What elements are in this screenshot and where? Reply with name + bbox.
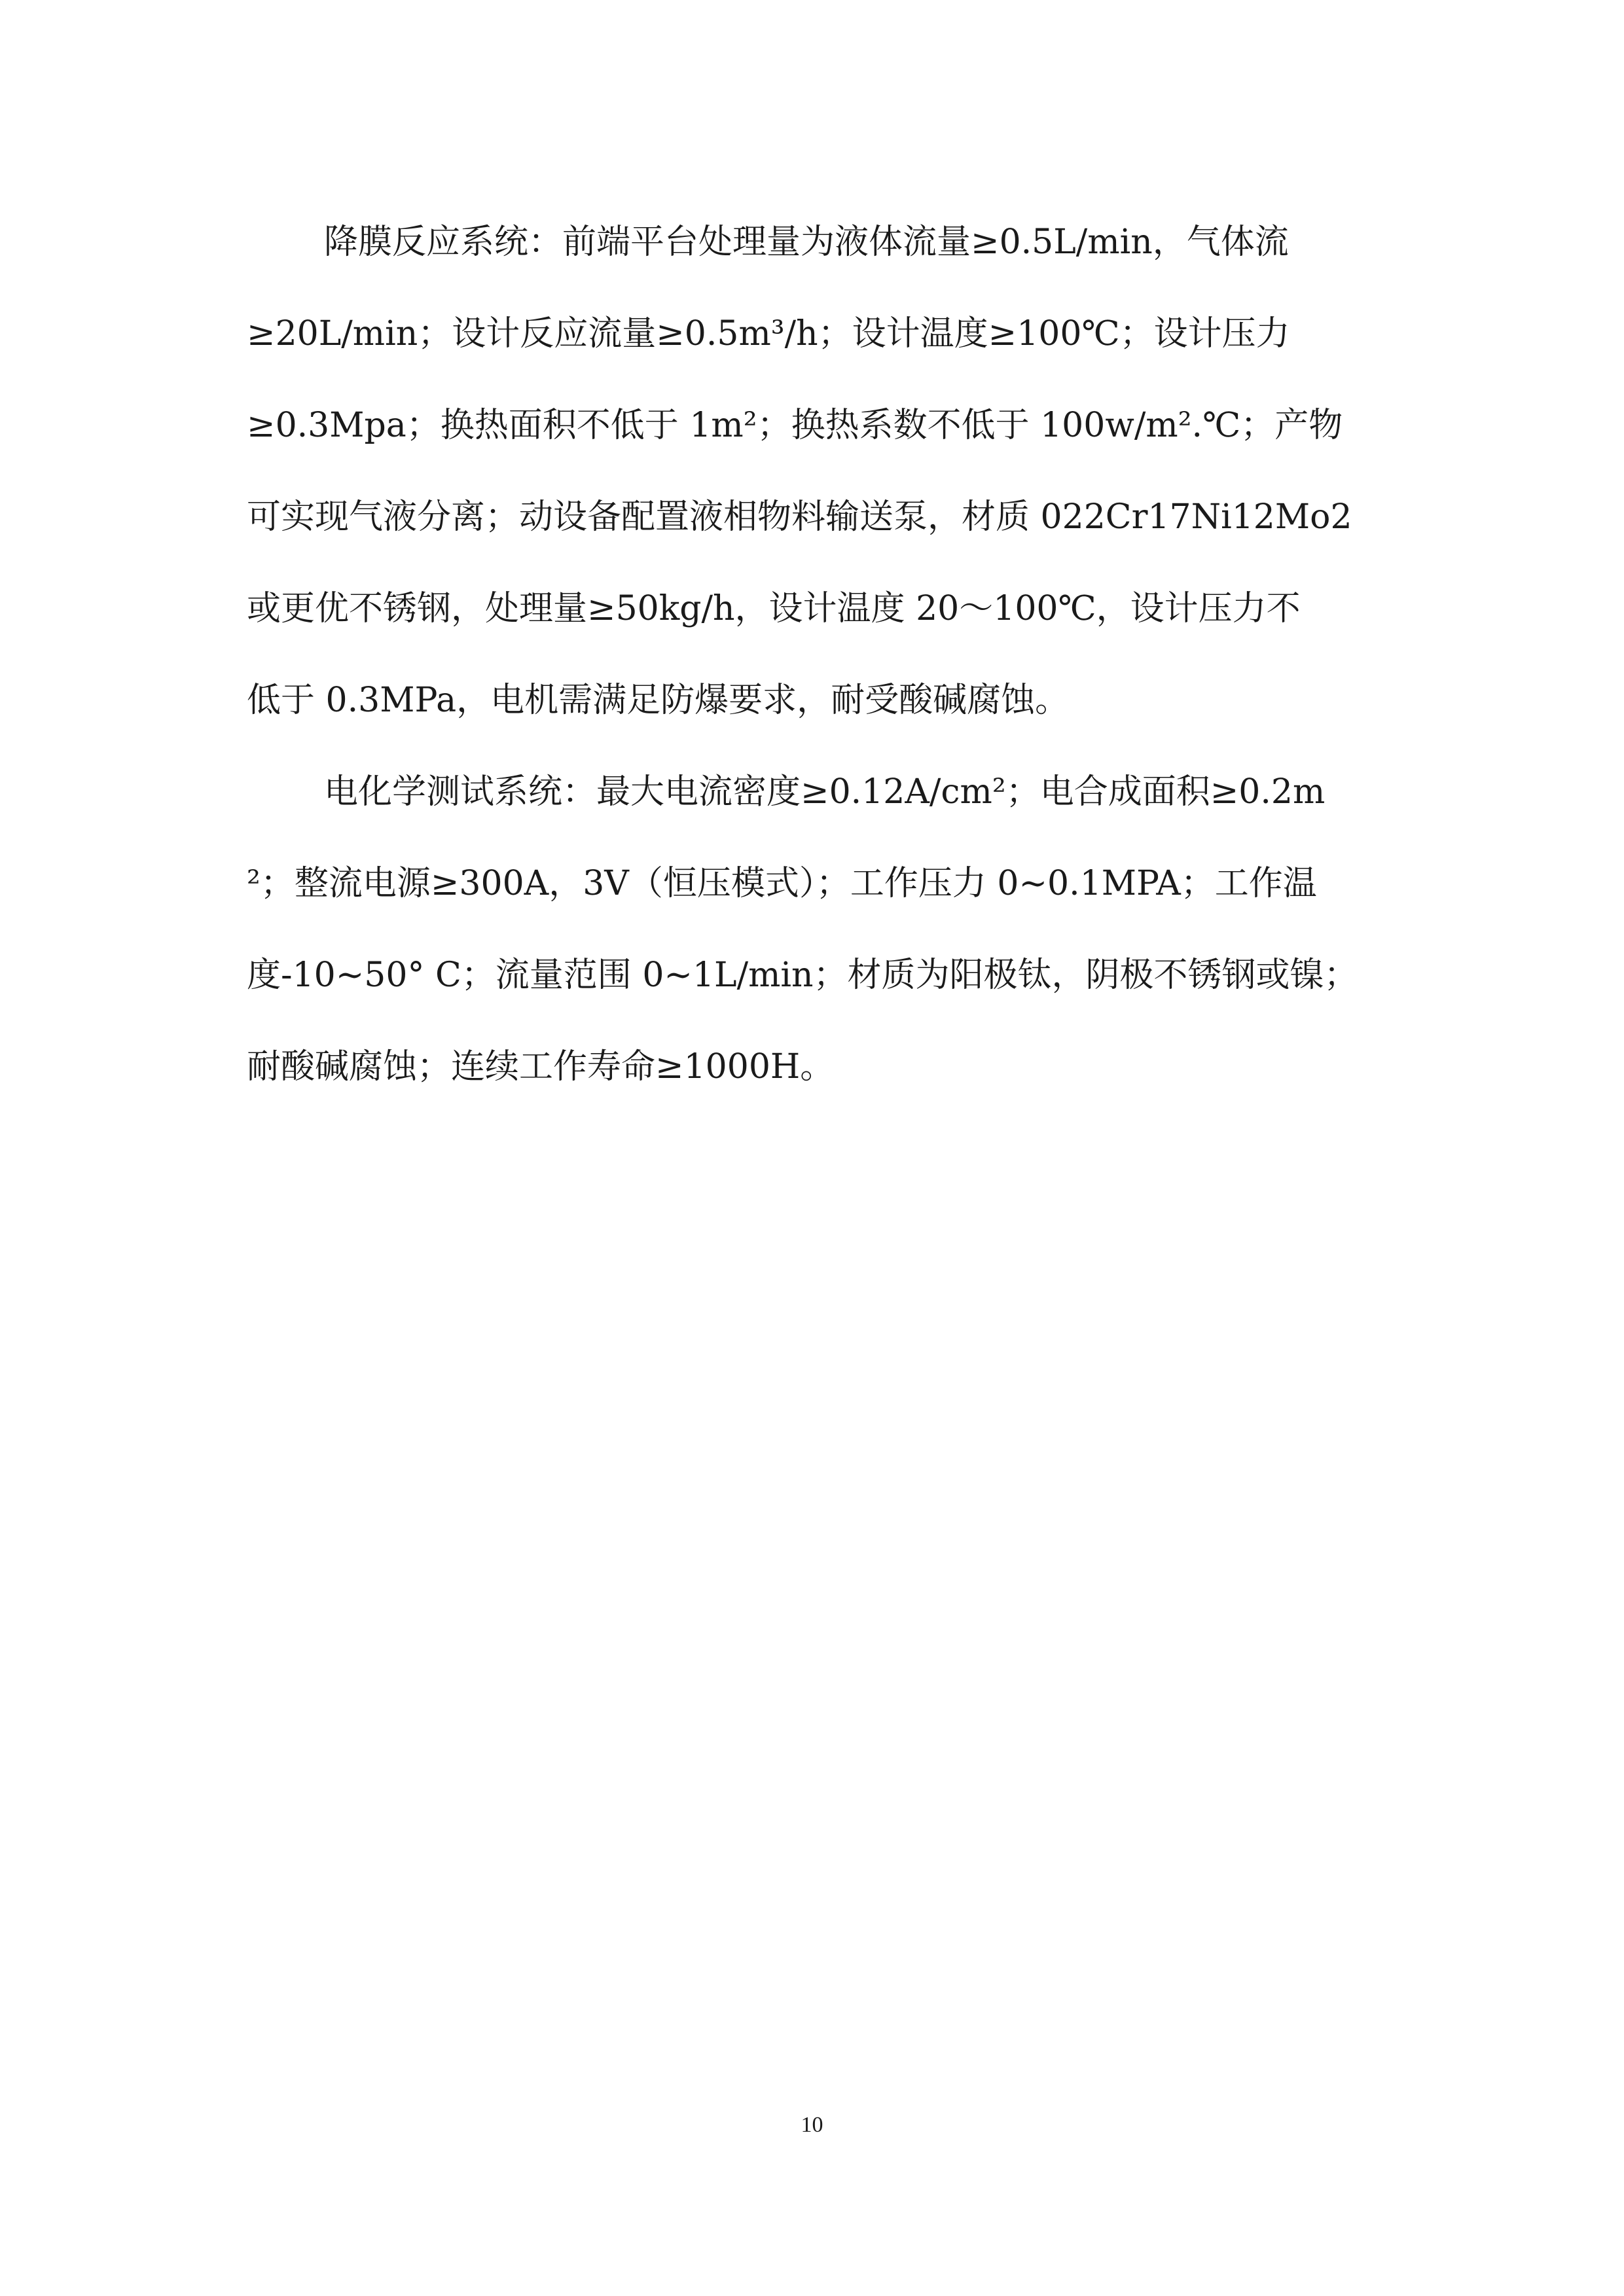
text-line: 低于 0.3MPa，电机需满足防爆要求，耐受酸碱腐蚀。 — [247, 681, 1070, 720]
text-line: 电化学测试系统：最大电流密度≥0.12A/cm²；电合成面积≥0.2m — [324, 772, 1326, 812]
paragraph-electrochemical-test — [247, 746, 1381, 1113]
page-number: 10 — [801, 2113, 823, 2137]
body-text — [247, 196, 1381, 1113]
text-line: ²；整流电源≥300A，3V（恒压模式）；工作压力 0~0.1MPA；工作温 — [247, 864, 1317, 903]
text-line: ≥20L/min；设计反应流量≥0.5m³/h；设计温度≥100℃；设计压力 — [247, 314, 1290, 353]
text-line: 降膜反应系统：前端平台处理量为液体流量≥0.5L/min，气体流 — [324, 223, 1289, 262]
text-line: 或更优不锈钢，处理量≥50kg/h，设计温度 20～100℃，设计压力不 — [247, 589, 1301, 628]
text-line: ≥0.3Mpa；换热面积不低于 1m²；换热系数不低于 100w/m².℃；产物 — [247, 406, 1343, 445]
text-line: 耐酸碱腐蚀；连续工作寿命≥1000H。 — [247, 1047, 835, 1086]
text-line: 度-10~50° C；流量范围 0~1L/min；材质为阳极钛，阴极不锈钢或镍； — [247, 956, 1358, 995]
paragraph-falling-film-reactor — [247, 196, 1381, 746]
text-line: 可实现气液分离；动设备配置液相物料输送泵，材质 022Cr17Ni12Mo2 — [247, 497, 1352, 537]
